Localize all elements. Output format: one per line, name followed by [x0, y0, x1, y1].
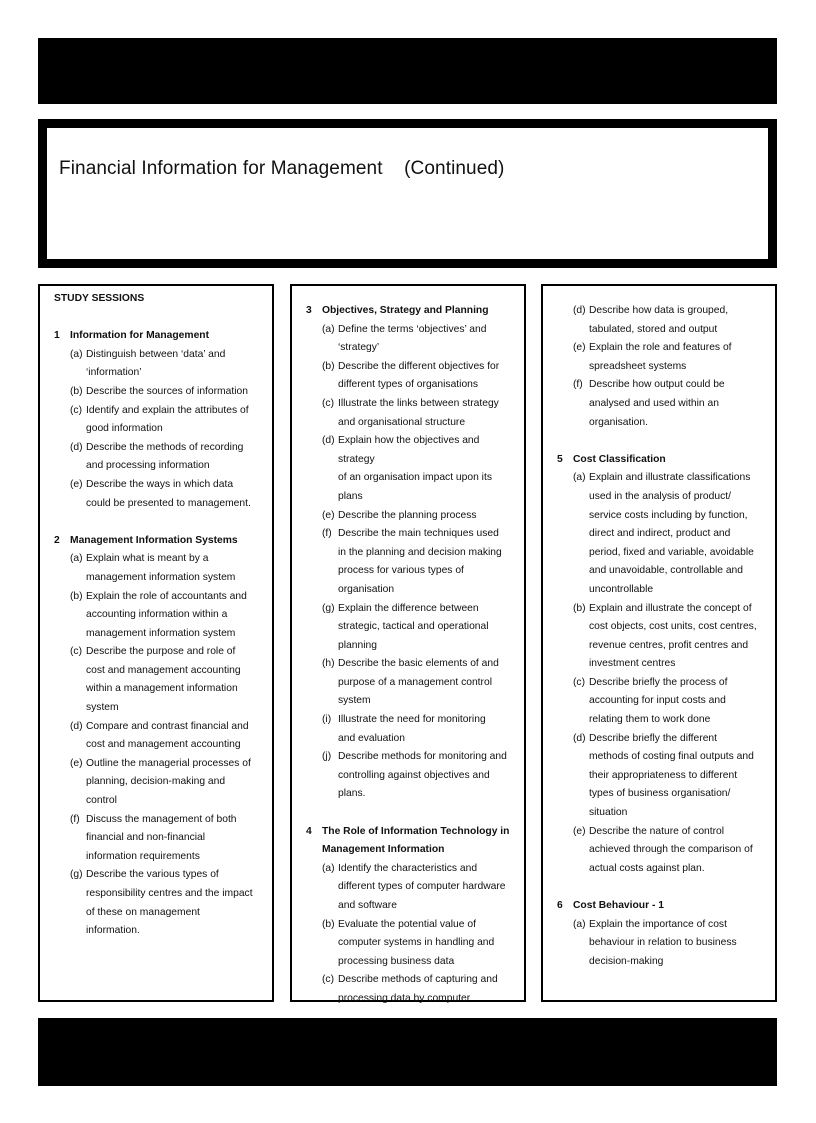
study-item [557, 674, 765, 730]
item-line: could be presented to management. [86, 497, 251, 509]
study-item [54, 383, 262, 402]
title-frame [38, 119, 777, 268]
item-text [86, 476, 262, 513]
study-item [306, 321, 514, 358]
item-line: Identify the characteristics and [338, 862, 478, 874]
item-line: different types of organisations [338, 379, 479, 391]
item-label: (a) [70, 348, 83, 360]
study-item [54, 755, 262, 811]
item-line: financial and non-financial [86, 832, 206, 844]
session-title [557, 451, 765, 470]
item-line: of these on management [86, 906, 200, 918]
study-session [54, 532, 262, 941]
session-title-text [573, 897, 765, 916]
item-line: and unavoidable, controllable and [589, 565, 744, 577]
session-title [557, 897, 765, 916]
header-black-bar [38, 38, 777, 104]
item-line: Describe how output could be [589, 379, 725, 391]
study-item [54, 346, 262, 383]
session-title-text [322, 302, 514, 321]
item-line: behaviour in relation to business [589, 937, 737, 949]
item-label: (a) [70, 553, 83, 565]
item-line: spreadsheet systems [589, 360, 687, 372]
item-label: (b) [322, 918, 335, 930]
item-text [338, 321, 514, 358]
study-item [306, 358, 514, 395]
item-text [338, 748, 514, 804]
study-item [54, 439, 262, 476]
page-title: Financial Information for Management (Continued) [59, 158, 505, 179]
item-label: (f) [322, 528, 332, 540]
item-line: Describe the planning process [338, 509, 477, 521]
item-text [338, 525, 514, 599]
item-label: (b) [70, 385, 83, 397]
session-number: 1 [54, 330, 60, 342]
item-line: analysed and used within an [589, 397, 719, 409]
item-text [86, 402, 262, 439]
item-line: Describe the different objectives for [338, 360, 500, 372]
item-text [338, 916, 514, 972]
item-line: of an organisation impact upon its plans [338, 472, 492, 502]
item-text [338, 507, 514, 526]
item-label: (e) [573, 342, 586, 354]
column-3 [541, 284, 777, 1002]
item-line: Describe the sources of information [86, 385, 248, 397]
study-item [54, 866, 262, 940]
study-sessions-heading: STUDY SESSIONS [54, 293, 145, 304]
study-item [54, 811, 262, 867]
item-label: (g) [322, 602, 335, 614]
item-line: Explain and illustrate the concept of [589, 602, 752, 614]
item-label: (e) [70, 757, 83, 769]
item-text [86, 383, 262, 402]
item-label: (a) [573, 472, 586, 484]
item-line: good information [86, 423, 163, 435]
study-item [306, 432, 514, 506]
item-line: Describe the basic elements of and [338, 658, 499, 670]
item-text [86, 755, 262, 811]
item-line: Explain the difference between [338, 602, 479, 614]
item-label: (a) [573, 918, 586, 930]
item-label: (a) [322, 862, 335, 874]
item-label: (a) [322, 323, 335, 335]
item-text [589, 376, 765, 432]
item-line: service costs including by function, [589, 509, 748, 521]
item-line: and evaluation [338, 732, 405, 744]
item-label: (e) [70, 478, 83, 490]
item-line: system [338, 695, 371, 707]
item-line: information requirements [86, 850, 200, 862]
item-label: (d) [70, 441, 83, 453]
session-title-text [70, 327, 262, 346]
item-text [589, 469, 765, 599]
session-number: 4 [306, 825, 312, 837]
item-text [86, 718, 262, 755]
study-item [557, 730, 765, 823]
item-label: (c) [322, 974, 335, 986]
study-item [557, 823, 765, 879]
item-text [589, 674, 765, 730]
item-label: (f) [70, 813, 80, 825]
item-text [338, 432, 514, 506]
item-line: ‘strategy’ [338, 342, 380, 354]
item-label: (b) [573, 602, 586, 614]
item-text [589, 916, 765, 972]
item-label: (e) [322, 509, 335, 521]
item-line: management information system [86, 571, 236, 583]
session-title-line: Management Information Systems [70, 534, 238, 546]
item-line: relating them to work done [589, 714, 711, 726]
item-line: accounting information within a [86, 609, 228, 621]
study-item [306, 600, 514, 656]
item-text [86, 811, 262, 867]
session-title-line: Information for Management [70, 330, 210, 342]
session-number: 6 [557, 900, 563, 911]
item-line: situation [589, 807, 628, 819]
item-line: Describe the nature of control [589, 825, 725, 837]
study-item [557, 916, 765, 972]
item-label: (e) [573, 825, 586, 837]
item-text [589, 730, 765, 823]
item-line: Discuss the management of both [86, 813, 237, 825]
item-line: Explain the role of accountants and [86, 590, 247, 602]
item-line: Describe how data is grouped, [589, 305, 729, 316]
item-text [338, 860, 514, 916]
session-title [306, 823, 514, 860]
item-text [338, 971, 514, 1008]
item-line: direct and indirect, product and [589, 528, 731, 540]
item-line: Explain how the objectives and [338, 435, 480, 447]
item-line: Define the terms ‘objectives’ and [338, 323, 487, 335]
study-session [306, 302, 514, 804]
item-label: (d) [322, 435, 335, 447]
item-line: Illustrate the need for monitoring [338, 714, 486, 726]
study-session [54, 327, 262, 513]
item-line: Evaluate the potential value of [338, 918, 476, 930]
item-line: Describe the main techniques used [338, 528, 499, 540]
item-line: cost and management accounting [86, 664, 241, 676]
item-label: (d) [573, 732, 586, 744]
item-label: (c) [70, 404, 83, 416]
item-line: Describe the various types of [86, 869, 219, 881]
item-line: Explain and illustrate classifications [589, 472, 751, 484]
study-item [306, 711, 514, 748]
item-line: and processing information [86, 460, 210, 472]
item-line: revenue centres, profit centres and [589, 639, 749, 651]
item-line: Outline the managerial processes of [86, 757, 251, 769]
item-line: uncontrollable [589, 583, 654, 595]
item-text [338, 600, 514, 656]
item-line: processing business data [338, 955, 455, 967]
item-line: Describe methods for monitoring and [338, 751, 507, 763]
item-line: Describe the purpose and role of [86, 646, 236, 658]
item-label: (c) [70, 646, 83, 658]
item-text [86, 550, 262, 587]
item-label: (f) [573, 379, 583, 391]
item-line: control [86, 795, 117, 807]
item-line: processing data by computer [338, 992, 471, 1004]
study-item [306, 860, 514, 916]
session-title-text [322, 823, 514, 860]
study-item [306, 655, 514, 711]
item-line: purpose of a management control [338, 676, 492, 688]
item-line: Illustrate the links between strategy [338, 397, 499, 409]
item-line: computer systems in handling and [338, 937, 495, 949]
study-item [54, 588, 262, 644]
study-session [557, 451, 765, 879]
item-label: (d) [70, 720, 83, 732]
study-item [557, 302, 765, 339]
item-line: strategic, tactical and operational [338, 621, 489, 633]
study-item [557, 376, 765, 432]
item-line: Explain what is meant by a [86, 553, 209, 565]
item-line: accounting for input costs and [589, 695, 726, 707]
item-line: methods of costing final outputs and [589, 751, 754, 763]
session-title-text [70, 532, 262, 551]
session-title-line: The Role of Information Technology in [322, 825, 510, 837]
session-title-line: Management Information [322, 844, 445, 856]
item-line: Describe methods of capturing and [338, 974, 498, 986]
item-line: in the planning and decision making [338, 546, 502, 558]
item-line: Describe the ways in which data [86, 478, 234, 490]
column-1 [38, 284, 274, 1002]
item-line: period, fixed and variable, avoidable [589, 546, 754, 558]
column-2 [290, 284, 526, 1002]
study-session [306, 823, 514, 1009]
item-label: (b) [70, 590, 83, 602]
item-line: Describe the methods of recording [86, 441, 244, 453]
item-text [338, 395, 514, 432]
item-line: information. [86, 925, 140, 937]
session-title-line: Cost Behaviour - 1 [573, 900, 664, 911]
item-line: actual costs against plan. [589, 862, 705, 874]
session-title [54, 532, 262, 551]
study-item [557, 339, 765, 376]
item-label: (g) [70, 869, 83, 881]
item-line: responsibility centres and the impact [86, 888, 253, 899]
item-line: and organisational structure [338, 416, 466, 428]
item-text [338, 711, 514, 748]
session-number: 3 [306, 305, 312, 316]
item-line: investment centres [589, 658, 676, 670]
item-line: plans. [338, 788, 366, 800]
item-label: (c) [573, 676, 586, 688]
item-text [589, 302, 765, 339]
item-line: process for various types of organisation [338, 565, 464, 595]
session-title-line: Objectives, Strategy and Planning [322, 305, 489, 316]
item-text [589, 823, 765, 879]
item-line: Describe briefly the process of [589, 676, 728, 688]
continued-items [557, 302, 765, 432]
study-item [54, 402, 262, 439]
item-line: Compare and contrast financial and [86, 720, 249, 732]
item-text [86, 346, 262, 383]
item-label: (h) [322, 658, 335, 670]
item-text [589, 339, 765, 376]
study-item [557, 600, 765, 674]
item-line: Explain the importance of cost [589, 918, 727, 930]
item-label: (c) [322, 397, 335, 409]
item-line: used in the analysis of product/ [589, 490, 731, 502]
title-inner-frame [44, 125, 771, 262]
study-item [306, 916, 514, 972]
item-line: within a management information [86, 683, 238, 695]
item-text [338, 655, 514, 711]
study-item [306, 507, 514, 526]
item-text [86, 588, 262, 644]
session-title [306, 302, 514, 321]
column-2-content [306, 302, 514, 1009]
item-label: (i) [322, 714, 332, 726]
item-label: (j) [322, 751, 332, 763]
item-label: (b) [322, 360, 335, 372]
footer-black-bar [38, 1018, 777, 1086]
item-line: their appropriateness to different [589, 769, 738, 781]
item-line: tabulated, stored and output [589, 323, 718, 335]
item-line: management information system [86, 627, 236, 639]
item-line: planning [338, 639, 377, 651]
item-line: different types of computer hardware [338, 881, 506, 893]
study-session [557, 897, 765, 971]
item-text [589, 600, 765, 674]
item-line: types of business organisation/ [589, 788, 731, 800]
session-title [54, 327, 262, 346]
item-line: strategy [338, 453, 375, 465]
study-item [306, 395, 514, 432]
item-line: ‘information’ [86, 367, 142, 379]
item-text [86, 866, 262, 940]
item-text [338, 358, 514, 395]
item-line: system [86, 702, 119, 714]
session-title-text [573, 451, 765, 470]
study-item [54, 550, 262, 587]
item-line: Describe briefly the different [589, 732, 718, 744]
item-line: Distinguish between ‘data’ and [86, 348, 226, 360]
study-item [54, 718, 262, 755]
item-line: cost objects, cost units, cost centres, [589, 621, 757, 633]
study-item [54, 643, 262, 717]
study-item [306, 748, 514, 804]
item-line: Identify and explain the attributes of [86, 404, 249, 416]
column-3-content [557, 302, 765, 971]
item-line: Explain the role and features of [589, 342, 732, 354]
item-line: organisation. [589, 416, 648, 428]
item-text [86, 643, 262, 717]
study-item [557, 469, 765, 599]
item-line: controlling against objectives and [338, 769, 490, 781]
study-item [306, 971, 514, 1008]
item-text [86, 439, 262, 476]
study-item [54, 476, 262, 513]
session-number: 5 [557, 453, 563, 465]
study-item [306, 525, 514, 599]
session-number: 2 [54, 534, 60, 546]
item-line: achieved through the comparison of [589, 844, 753, 856]
item-line: decision-making [589, 955, 664, 967]
item-line: planning, decision-making and [86, 776, 226, 788]
item-label: (d) [573, 305, 586, 316]
item-line: and software [338, 900, 397, 911]
item-line: cost and management accounting [86, 739, 241, 751]
column-1-content [54, 290, 262, 941]
session-title-line: Cost Classification [573, 453, 666, 465]
